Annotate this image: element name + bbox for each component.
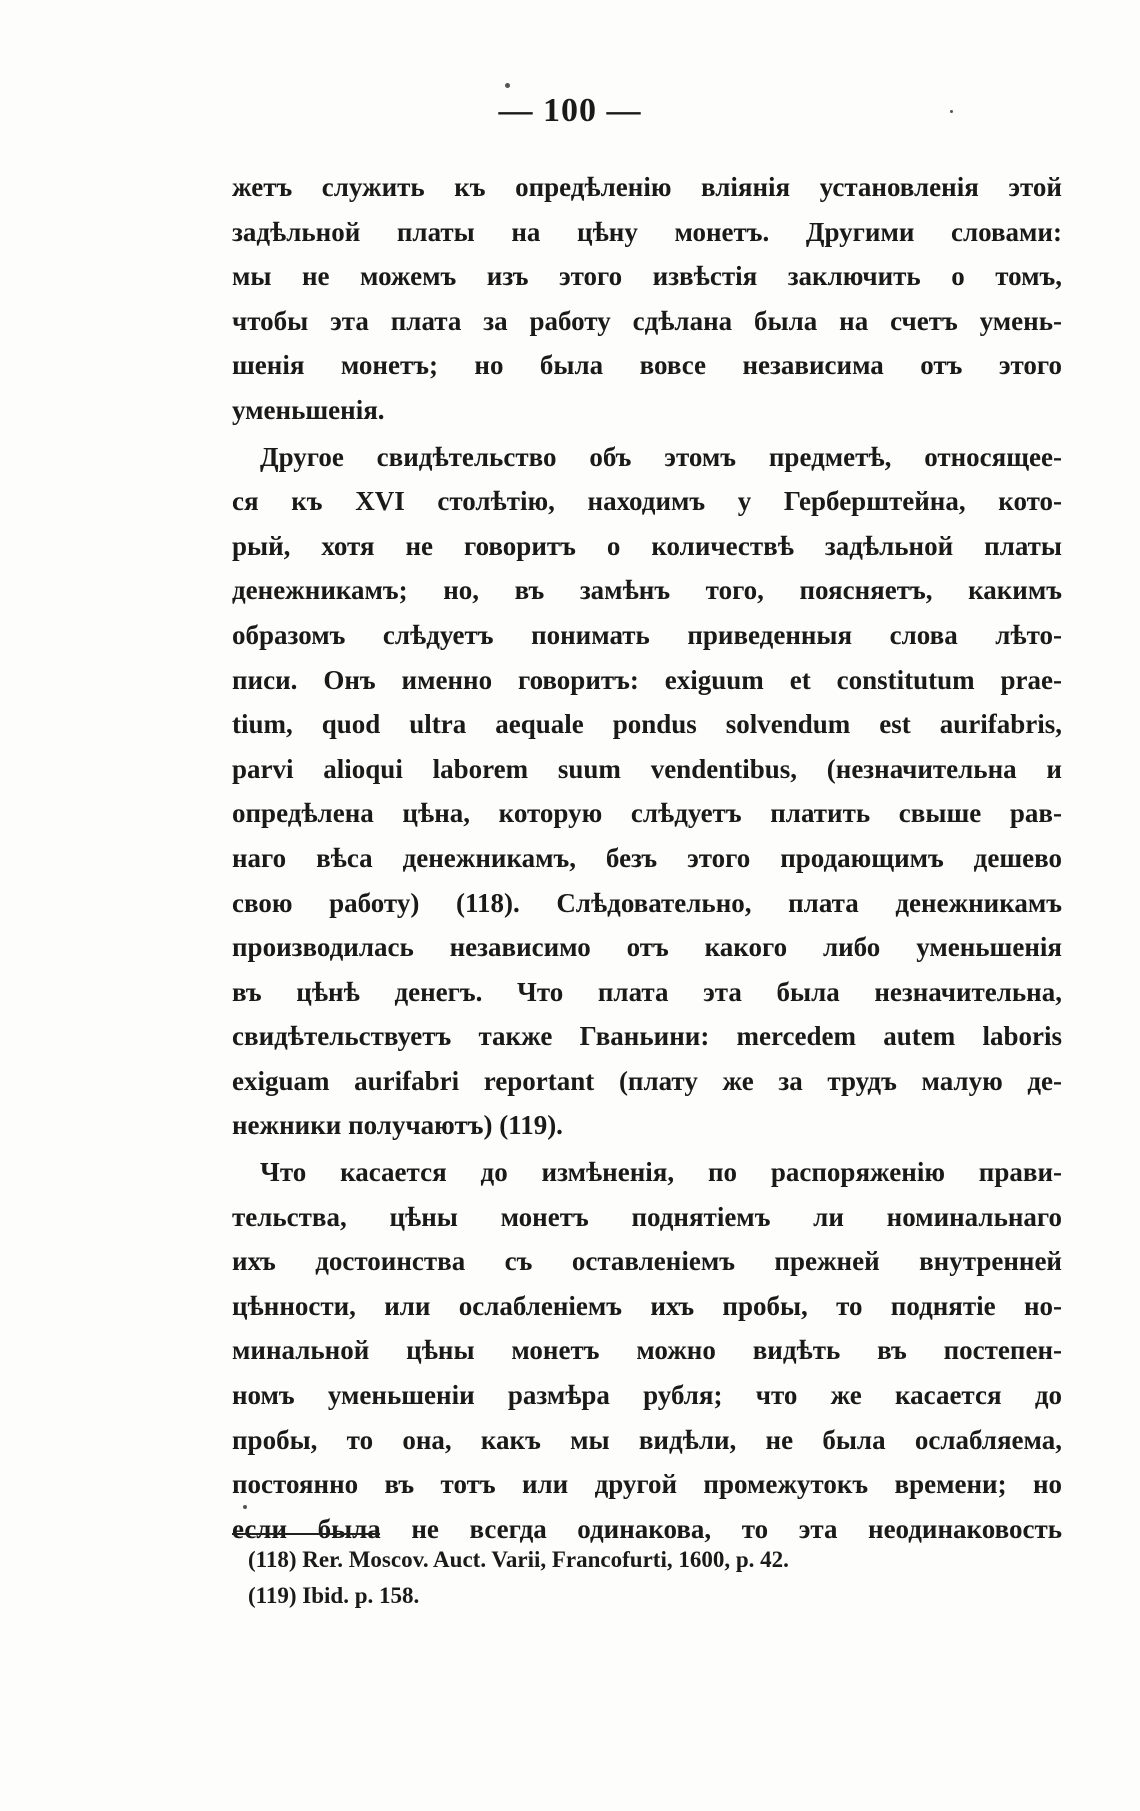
text-line: свидѣтельствуетъ также Гваньини: mercedem autem laboris xyxy=(232,1021,1062,1052)
text-line: производилась независимо отъ какого либо уменьшенія xyxy=(232,932,1062,963)
text-line: уменьшенія. xyxy=(232,394,385,425)
scan-speck xyxy=(243,1505,247,1509)
text-line: parvi alioqui laborem suum vendentibus, (незначительна и xyxy=(232,753,1062,784)
text-line: Другое свидѣтельство объ этомъ предметѣ, относящее- xyxy=(260,441,1062,472)
text-line: ихъ достоинства съ оставленіемъ прежней внутренней xyxy=(232,1246,1062,1277)
scan-speck xyxy=(950,110,953,113)
footnotes xyxy=(248,1542,1068,1614)
text-line: шенія монетъ; но была вовсе независима отъ этого xyxy=(232,350,1062,381)
text-line: exiguam aurifabri reportant (плату же за трудъ малую де- xyxy=(232,1065,1062,1096)
text-line: образомъ слѣдуетъ понимать приведенныя слова лѣто- xyxy=(232,619,1062,650)
text-line: Что касается до измѣненія, по распоряженію прави- xyxy=(260,1157,1062,1188)
text-line: наго вѣса денежникамъ, безъ этого продающимъ дешево xyxy=(232,842,1062,873)
text-line: номъ уменьшеніи размѣра рубля; что же касается до xyxy=(232,1380,1062,1411)
text-line: въ цѣнѣ денегъ. Что плата эта была незначительна, xyxy=(232,976,1062,1007)
text-line: денежникамъ; но, въ замѣнъ того, поясняетъ, какимъ xyxy=(232,575,1062,606)
text-line: если была не всегда одинакова, то эта неодинаковость xyxy=(232,1513,1062,1544)
text-line: нежники получаютъ) (119). xyxy=(232,1110,563,1141)
footnote-118: (118) Rer. Moscov. Auct. Varii, Francofurti, 1600, p. 42. xyxy=(248,1547,789,1572)
text-line: опредѣлена цѣна, которую слѣдуетъ платить свыше рав- xyxy=(232,798,1062,829)
footnote-119: (119) Ibid. p. 158. xyxy=(248,1583,420,1608)
text-line: рый, хотя не говоритъ о количествѣ задѣльной платы xyxy=(232,530,1062,561)
scan-speck xyxy=(505,83,510,88)
text-line: постоянно въ тотъ или другой промежутокъ времени; но xyxy=(232,1469,1062,1500)
text-line: ся къ XVI столѣтію, находимъ у Герберштейна, кото- xyxy=(232,486,1062,517)
text-line: тельства, цѣны монетъ поднятіемъ ли номинальнаго xyxy=(232,1201,1062,1232)
page-number: — 100 — xyxy=(498,92,642,129)
text-line: жетъ служить къ опредѣленію вліянія установленія этой xyxy=(232,172,1062,202)
text-line: мы не можемъ изъ этого извѣстія заключить о томъ, xyxy=(232,261,1062,292)
text-line: цѣнности, или ослабленіемъ ихъ пробы, то поднятіе но- xyxy=(232,1290,1062,1321)
text-line: пробы, то она, какъ мы видѣли, не была ослабляема, xyxy=(232,1424,1062,1455)
text-line: tium, quod ultra aequale pondus solvendum est aurifabris, xyxy=(232,709,1062,740)
text-line: задѣльной платы на цѣну монетъ. Другими словами: xyxy=(232,216,1062,247)
text-line: чтобы эта плата за работу сдѣлана была на счетъ умень- xyxy=(232,305,1062,336)
text-line: писи. Онъ именно говоритъ: exiguum et constitutum prae- xyxy=(232,664,1062,695)
text-line: минальной цѣны монетъ можно видѣть въ постепен- xyxy=(232,1335,1062,1366)
text-line: свою работу) (118). Слѣдовательно, плата денежникамъ xyxy=(232,887,1062,918)
main-text xyxy=(232,165,1062,1551)
footnote-divider xyxy=(232,1533,380,1535)
